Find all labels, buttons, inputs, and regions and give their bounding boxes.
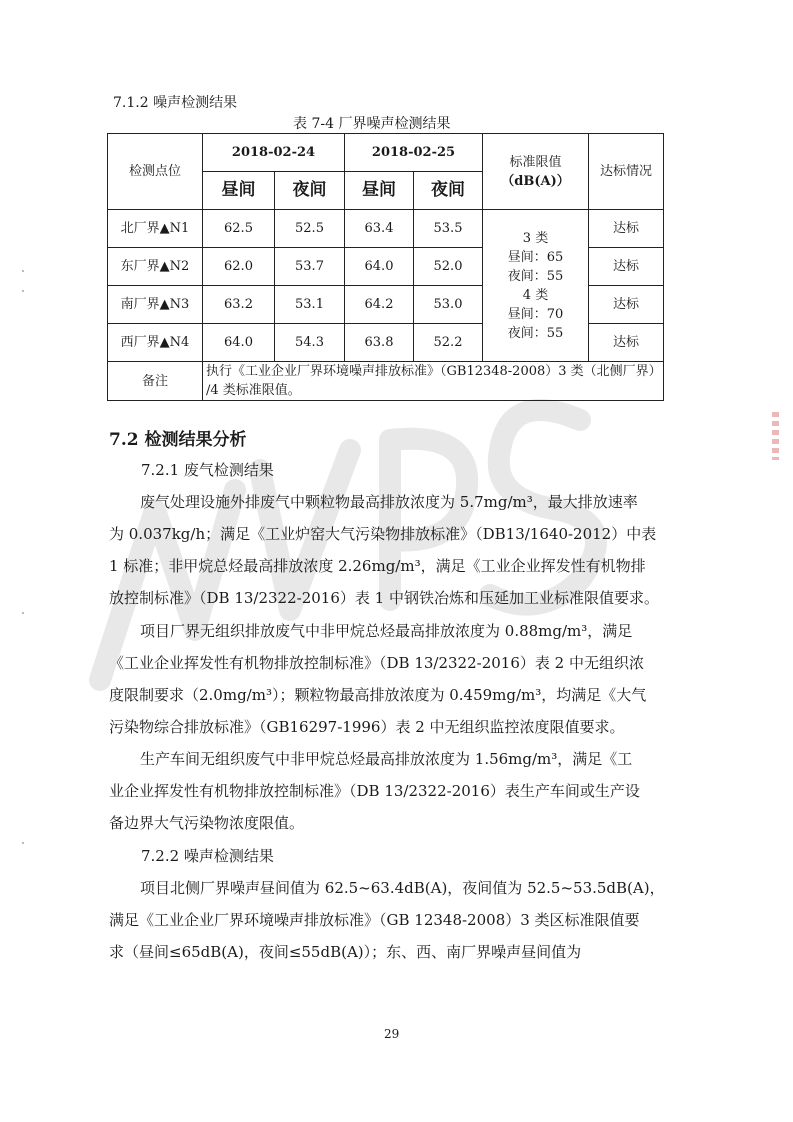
cell-value: 63.4 [345, 210, 414, 248]
cell-limit [483, 210, 589, 362]
paragraph-2-line: 污染物综合排放标准》（GB16297-1996）表 2 中无组织监控浓度限值要求。 [109, 718, 625, 736]
cell-value: 63.8 [345, 324, 414, 362]
cell-value: 52.0 [414, 248, 483, 286]
cell-value: 53.1 [275, 286, 345, 324]
header-day: 昼间 [203, 172, 275, 210]
note-text-line2: /4 类标准限值。 [206, 383, 301, 398]
scan-speck [22, 270, 24, 272]
scan-speck [22, 290, 24, 292]
cell-value: 64.2 [345, 286, 414, 324]
table-caption: 表 7-4 厂界噪声检测结果 [293, 116, 451, 132]
section-7-2-2-heading: 7.2.2 噪声检测结果 [141, 847, 274, 865]
header-date-1: 2018-02-24 [203, 134, 345, 172]
cell-value: 53.0 [414, 286, 483, 324]
section-7-2-heading: 7.2 检测结果分析 [109, 430, 247, 450]
paragraph-4-line: 求（昼间≤65dB(A)，夜间≤55dB(A)）；东、西、南厂界噪声昼间值为 [109, 943, 582, 961]
cell-value: 53.7 [275, 248, 345, 286]
limit-line: 4 类 [522, 287, 549, 303]
header-limit-line2: （dB(A)） [501, 173, 570, 189]
section-7-1-2-heading: 7.1.2 噪声检测结果 [113, 95, 238, 111]
noise-results-table [107, 133, 664, 401]
table-row [108, 210, 664, 248]
cell-value: 62.0 [203, 248, 275, 286]
paragraph-4-line: 满足《工业企业厂界环境噪声排放标准》（GB 12348-2008）3 类区标准限值要 [109, 911, 640, 929]
header-limit-line1: 标准限值 [509, 154, 562, 170]
paragraph-2-line: 《工业企业挥发性有机物排放控制标准》（DB 13/2322-2016）表 2 中无组织浓 [109, 654, 644, 672]
cell-point: 东厂界▲N2 [108, 248, 203, 286]
binding-stamp-mark [772, 412, 779, 460]
paragraph-1-line: 废气处理设施外排废气中颗粒物最高排放浓度为 5.7mg/m³，最大排放速率 [140, 493, 638, 511]
cell-value: 54.3 [275, 324, 345, 362]
limit-line: 昼间：70 [507, 306, 564, 322]
limit-line: 夜间：55 [507, 325, 564, 341]
header-point: 检测点位 [108, 134, 203, 210]
paragraph-3-line: 生产车间无组织废气中非甲烷总烃最高排放浓度为 1.56mg/m³，满足《工 [140, 750, 633, 768]
cell-point: 南厂界▲N3 [108, 286, 203, 324]
cell-point: 北厂界▲N1 [108, 210, 203, 248]
header-night: 夜间 [414, 172, 483, 210]
note-text-line1: 执行《工业企业厂界环境噪声排放标准》（GB12348-2008）3 类（北侧厂界） [206, 364, 662, 379]
table-note-row [108, 362, 664, 401]
section-7-2-1-heading: 7.2.1 废气检测结果 [141, 461, 274, 479]
cell-value: 52.2 [414, 324, 483, 362]
cell-value: 63.2 [203, 286, 275, 324]
limit-line: 夜间：55 [507, 268, 564, 284]
limit-line: 3 类 [522, 230, 549, 246]
note-text [203, 362, 664, 401]
cell-status: 达标 [589, 210, 664, 248]
header-status: 达标情况 [589, 134, 664, 210]
cell-value: 64.0 [345, 248, 414, 286]
paragraph-2-line: 度限制要求（2.0mg/m³）；颗粒物最高排放浓度为 0.459mg/m³，均满足《大气 [109, 686, 647, 704]
cell-value: 64.0 [203, 324, 275, 362]
header-day: 昼间 [345, 172, 414, 210]
header-limit [483, 134, 589, 210]
cell-point: 西厂界▲N4 [108, 324, 203, 362]
paragraph-2-line: 项目厂界无组织排放废气中非甲烷总烃最高排放浓度为 0.88mg/m³，满足 [140, 622, 633, 640]
cell-status: 达标 [589, 324, 664, 362]
cell-value: 52.5 [275, 210, 345, 248]
header-date-2: 2018-02-25 [345, 134, 483, 172]
cell-status: 达标 [589, 248, 664, 286]
paragraph-4-line: 项目北侧厂界噪声昼间值为 62.5~63.4dB(A)，夜间值为 52.5~53.5dB(A)， [140, 879, 665, 897]
cell-value: 62.5 [203, 210, 275, 248]
page-number: 29 [384, 1027, 400, 1041]
limit-line: 昼间：65 [507, 249, 564, 265]
scan-speck [22, 612, 24, 614]
paragraph-3-line: 业企业挥发性有机物排放控制标准》（DB 13/2322-2016）表生产车间或生产设 [109, 782, 640, 800]
cell-status: 达标 [589, 286, 664, 324]
paragraph-1-line: 放控制标准》（DB 13/2322-2016）表 1 中钢铁冶炼和压延加工业标准限值要求。 [109, 589, 659, 607]
paragraph-1-line: 为 0.037kg/h；满足《工业炉窑大气污染物排放标准》（DB13/1640-2012）中表 [109, 525, 657, 543]
paragraph-1-line: 1 标准；非甲烷总烃最高排放浓度 2.26mg/m³，满足《工业企业挥发性有机物排 [109, 557, 646, 575]
cell-value: 53.5 [414, 210, 483, 248]
paragraph-3-line: 备边界大气污染物浓度限值。 [109, 814, 305, 832]
note-label: 备注 [108, 362, 203, 401]
scan-speck [22, 842, 24, 844]
header-night: 夜间 [275, 172, 345, 210]
